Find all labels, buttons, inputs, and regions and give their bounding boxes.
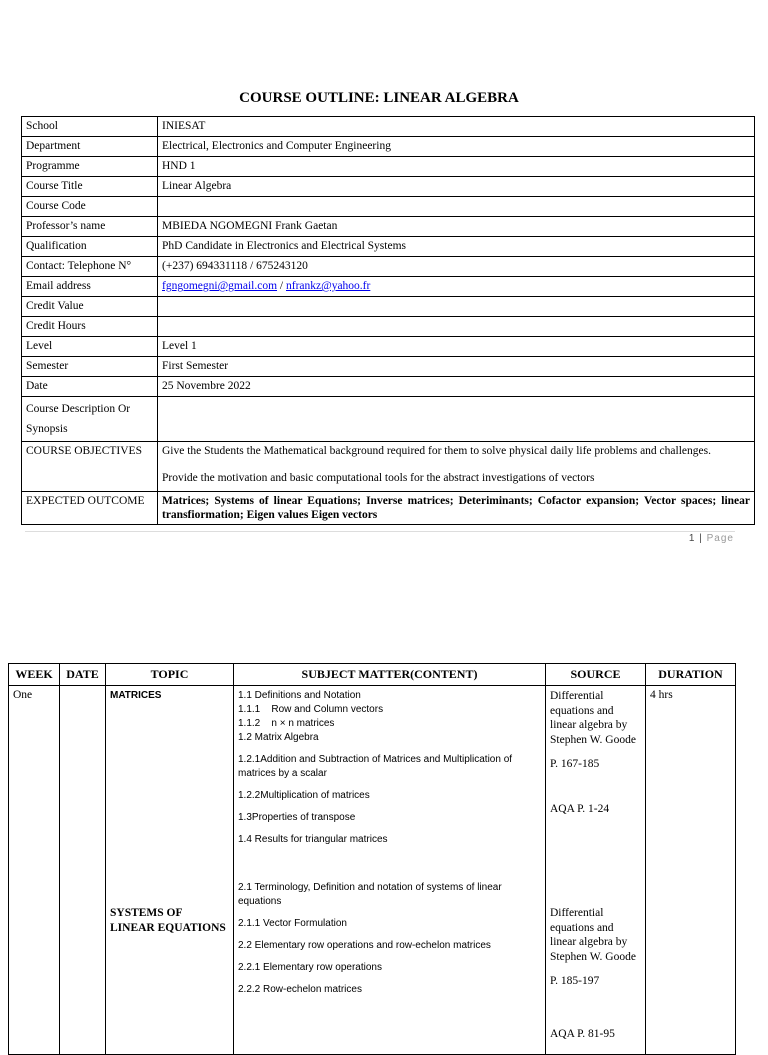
info-label: Programme — [22, 157, 158, 177]
info-row-email — [22, 277, 755, 297]
info-label: Qualification — [22, 237, 158, 257]
topic-cell — [106, 686, 234, 1055]
header-content: SUBJECT MATTER(CONTENT) — [234, 664, 546, 686]
content-item: 2.1 Terminology, Definition and notation of systems of linear equations — [238, 882, 502, 907]
content-item: 1.1.2 n × n matrices — [238, 718, 335, 729]
info-value: HND 1 — [158, 157, 755, 177]
page-number-value: 1 — [688, 533, 696, 544]
objective-line: Provide the motivation and basic computational tools for the abstract investigations of vectors — [162, 472, 595, 484]
info-value — [158, 277, 755, 297]
content-item: 1.2.2Multiplication of matrices — [238, 790, 370, 801]
info-row-outcome — [22, 492, 755, 525]
info-label: Course Title — [22, 177, 158, 197]
info-row-objectives — [22, 442, 755, 492]
info-row-course-title — [22, 177, 755, 197]
info-value — [158, 397, 755, 442]
page-title: COURSE OUTLINE: LINEAR ALGEBRA — [239, 90, 519, 106]
topic-matrices: MATRICES — [110, 690, 162, 701]
info-label: Course Code — [22, 197, 158, 217]
info-label: COURSE OBJECTIVES — [22, 442, 158, 492]
info-value: INIESAT — [158, 117, 755, 137]
header-date: DATE — [60, 664, 106, 686]
date-cell — [60, 686, 106, 1055]
topic-systems: SYSTEMS OF LINEAR EQUATIONS — [110, 907, 226, 934]
info-label: EXPECTED OUTCOME — [22, 492, 158, 525]
info-row-date — [22, 377, 755, 397]
schedule-row — [9, 686, 736, 1055]
info-value — [158, 297, 755, 317]
email-link-gmail[interactable]: fgngomegni@gmail.com — [162, 280, 278, 292]
info-value: Level 1 — [158, 337, 755, 357]
info-value: 25 Novembre 2022 — [158, 377, 755, 397]
info-label: Contact: Telephone N° — [22, 257, 158, 277]
info-value: Electrical, Electronics and Computer Engineering — [158, 137, 755, 157]
content-item: 2.2 Elementary row operations and row-echelon matrices — [238, 940, 491, 951]
info-label: Department — [22, 137, 158, 157]
info-label: Professor’s name — [22, 217, 158, 237]
info-row-qualification — [22, 237, 755, 257]
info-label: Semester — [22, 357, 158, 377]
info-value — [158, 197, 755, 217]
content-item: 1.1.1 Row and Column vectors — [238, 704, 384, 715]
source-book: Differential equations and linear algebra by Stephen W. Goode — [550, 690, 636, 746]
info-value: Matrices; Systems of linear Equations; Inverse matrices; Deteriminants; Cofactor expansion; Vector spaces; linear transfiormation; Eigen values Eigen vectors — [158, 492, 755, 525]
info-row-programme — [22, 157, 755, 177]
header-week: WEEK — [9, 664, 60, 686]
info-row-semester — [22, 357, 755, 377]
info-value: Linear Algebra — [158, 177, 755, 197]
schedule-header-row — [9, 664, 736, 686]
info-label: Credit Hours — [22, 317, 158, 337]
info-value: First Semester — [158, 357, 755, 377]
info-value: MBIEDA NGOMEGNI Frank Gaetan — [158, 217, 755, 237]
source-pages: AQA P. 81-95 — [550, 1027, 615, 1040]
page-word: Page — [706, 533, 734, 544]
source-pages: P. 167-185 — [550, 758, 600, 770]
header-topic: TOPIC — [106, 664, 234, 686]
source-pages: AQA P. 1-24 — [550, 802, 610, 815]
info-row-course-code — [22, 197, 755, 217]
info-label: Level — [22, 337, 158, 357]
content-item: 1.3Properties of transpose — [238, 812, 356, 823]
info-row-telephone — [22, 257, 755, 277]
content-item: 1.4 Results for triangular matrices — [238, 834, 388, 845]
info-row-credit-value — [22, 297, 755, 317]
content-cell — [234, 686, 546, 1055]
objective-line: Give the Students the Mathematical background required for them to solve physical daily life problems and challenges. — [162, 445, 711, 457]
footer-divider — [25, 531, 735, 532]
source-book: Differential equations and linear algebra by Stephen W. Goode — [550, 907, 636, 963]
email-separator: / — [277, 280, 286, 292]
course-info-table — [21, 116, 755, 525]
content-item: 2.1.1 Vector Formulation — [238, 918, 347, 929]
info-label: Date — [22, 377, 158, 397]
source-pages: P. 185-197 — [550, 975, 600, 987]
source-cell — [546, 686, 646, 1055]
info-value — [158, 317, 755, 337]
week-cell: One — [9, 686, 60, 1055]
page-number-sep: | — [695, 533, 707, 544]
schedule-table — [8, 663, 736, 1055]
info-label: Course Description Or Synopsis — [22, 397, 158, 442]
content-item: 1.2 Matrix Algebra — [238, 732, 319, 743]
info-row-professor — [22, 217, 755, 237]
page-number — [689, 533, 734, 544]
content-item: 2.2.2 Row-echelon matrices — [238, 984, 362, 995]
content-item: 2.2.1 Elementary row operations — [238, 962, 382, 973]
info-row-credit-hours — [22, 317, 755, 337]
info-label: Credit Value — [22, 297, 158, 317]
info-row-description — [22, 397, 755, 442]
info-label: Email address — [22, 277, 158, 297]
email-link-yahoo[interactable]: nfrankz@yahoo.fr — [285, 280, 371, 292]
info-value: PhD Candidate in Electronics and Electrical Systems — [158, 237, 755, 257]
duration-cell: 4 hrs — [646, 686, 736, 1055]
info-value: (+237) 694331118 / 675243120 — [158, 257, 755, 277]
header-source: SOURCE — [546, 664, 646, 686]
info-row-level — [22, 337, 755, 357]
info-value — [158, 442, 755, 492]
info-row-department — [22, 137, 755, 157]
content-item: 1.1 Definitions and Notation — [238, 690, 361, 701]
header-duration: DURATION — [646, 664, 736, 686]
info-label: School — [22, 117, 158, 137]
content-item: 1.2.1Addition and Subtraction of Matrices and Multiplication of matrices by a scalar — [238, 754, 513, 779]
info-row-school — [22, 117, 755, 137]
